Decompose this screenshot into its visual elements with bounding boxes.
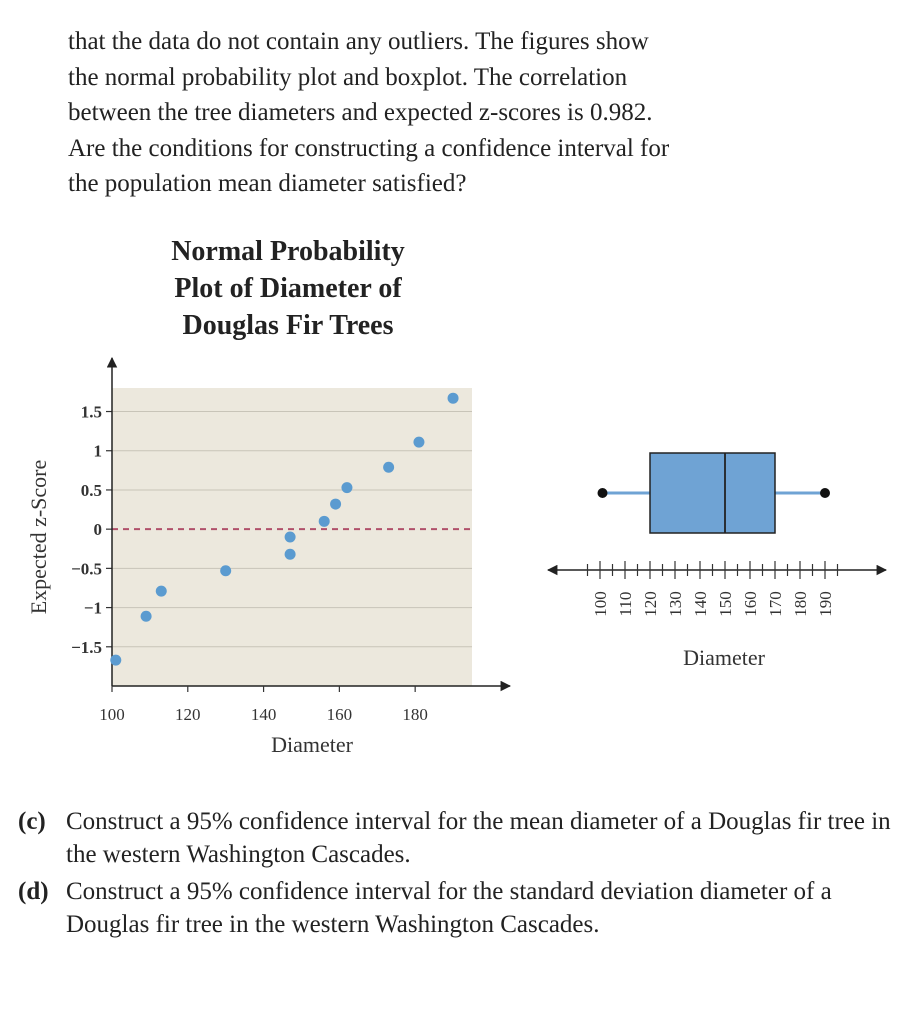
y-tick-label: −1.5 [71, 637, 102, 657]
y-tick-label: 1.5 [80, 402, 102, 422]
y-tick-label: 0.5 [80, 480, 102, 500]
chart-title-line: Douglas Fir Trees [182, 310, 394, 341]
y-tick-label: 0 [93, 520, 102, 540]
data-point [448, 393, 459, 404]
normal-probability-plot [26, 358, 510, 757]
question-item-d [18, 875, 898, 941]
data-point [330, 499, 341, 510]
box-x-tick-label: 150 [716, 591, 735, 617]
item-label: (c) [18, 808, 46, 835]
box-x-tick-label: 160 [741, 591, 760, 617]
box-x-tick-label: 120 [641, 591, 660, 617]
intro-line: Are the conditions for constructing a confidence interval for [68, 134, 670, 162]
iqr-box [650, 453, 775, 533]
data-point [285, 549, 296, 560]
intro-line: between the tree diameters and expected z-scores is 0.982. [68, 99, 653, 126]
y-tick-label: −1 [83, 598, 102, 618]
x-tick-label: 160 [326, 705, 353, 724]
data-point [141, 611, 152, 622]
data-point [383, 462, 394, 473]
item-text: Construct a 95% confidence interval for the standard deviation diameter of a Douglas fir tree in the western Washington Cascades. [66, 878, 832, 938]
item-text: Construct a 95% confidence interval for the mean diameter of a Douglas fir tree in the western Washington Cascades. [66, 808, 891, 868]
x-axis-label: Diameter [271, 732, 353, 757]
intro-line: that the data do not contain any outliers. The figures show [68, 28, 649, 55]
chart-title-line: Normal Probability [171, 236, 405, 267]
data-point [220, 565, 231, 576]
y-tick-label: −0.5 [71, 559, 102, 579]
data-point [285, 532, 296, 543]
data-point [341, 482, 352, 493]
x-tick-label: 120 [175, 705, 201, 724]
item-label: (d) [18, 878, 49, 905]
box-x-tick-label: 180 [791, 591, 810, 617]
data-point [319, 516, 330, 527]
box-x-tick-label: 130 [666, 591, 685, 617]
y-axis-label: Expected z-Score [26, 459, 51, 615]
box-x-tick-label: 140 [691, 591, 710, 617]
box-x-tick-label: 190 [816, 591, 835, 617]
data-point [413, 437, 424, 448]
x-tick-label: 180 [402, 705, 428, 724]
x-tick-label: 140 [250, 705, 277, 724]
data-point [110, 655, 121, 666]
chart-title-line: Plot of Diameter of [174, 273, 402, 304]
box-x-tick-label: 110 [616, 591, 635, 617]
question-items [18, 805, 898, 945]
data-point [156, 586, 167, 597]
box-x-tick-label: 100 [591, 591, 610, 617]
max-point [820, 488, 830, 498]
y-tick-label: 1 [93, 441, 102, 461]
question-item-c [18, 805, 898, 871]
x-tick-label: 100 [99, 705, 125, 724]
min-point [598, 488, 608, 498]
box-x-tick-label: 170 [766, 591, 785, 617]
boxplot [548, 453, 886, 670]
box-x-axis-label: Diameter [683, 645, 765, 670]
intro-line: the population mean diameter satisfied? [68, 170, 467, 197]
intro-line: the normal probability plot and boxplot. The correlation [68, 63, 628, 91]
